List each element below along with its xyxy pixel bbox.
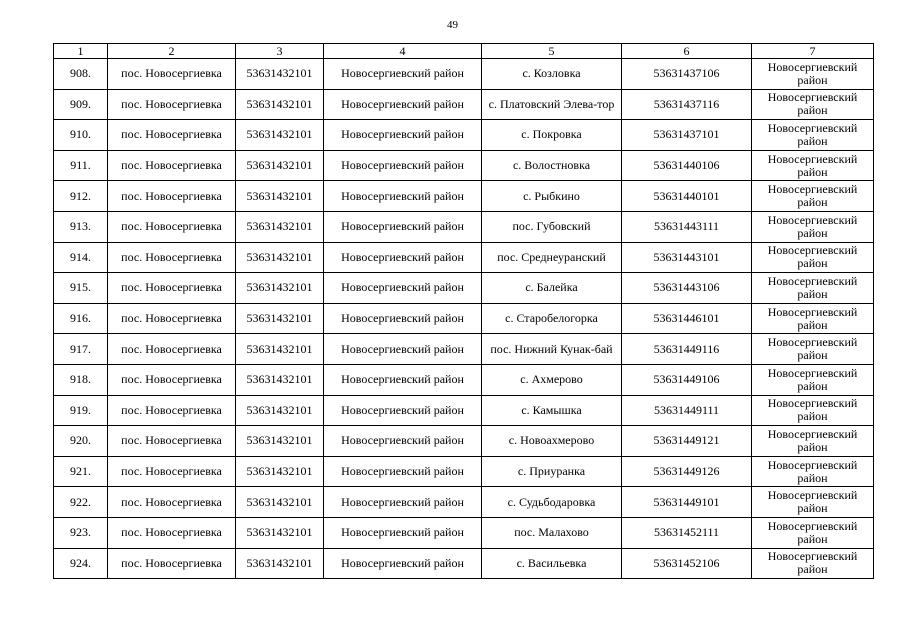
column-header: 4 <box>324 44 482 59</box>
row-number-cell: 915. <box>54 273 108 304</box>
settlement-district-cell: Новосергиевский район <box>752 517 874 548</box>
table-row <box>54 211 874 242</box>
row-number-cell: 912. <box>54 181 108 212</box>
settlement-name-cell: с. Новоахмерово <box>482 426 622 457</box>
row-number-cell: 913. <box>54 211 108 242</box>
settlement-oktmo-cell: 53631443111 <box>622 211 752 242</box>
column-header: 1 <box>54 44 108 59</box>
settlement-oktmo-cell: 53631452106 <box>622 548 752 579</box>
settlement-name-cell: с. Старобелогорка <box>482 303 622 334</box>
district-name-cell: Новосергиевский район <box>324 242 482 273</box>
district-name-cell: Новосергиевский район <box>324 150 482 181</box>
center-oktmo-cell: 53631432101 <box>236 211 324 242</box>
settlement-name-cell: с. Платовский Элева-тор <box>482 89 622 120</box>
district-name-cell: Новосергиевский район <box>324 548 482 579</box>
settlement-name-cell: с. Приуранка <box>482 456 622 487</box>
center-settlement-cell: пос. Новосергиевка <box>108 517 236 548</box>
center-settlement-cell: пос. Новосергиевка <box>108 334 236 365</box>
column-header: 5 <box>482 44 622 59</box>
row-number-cell: 909. <box>54 89 108 120</box>
center-oktmo-cell: 53631432101 <box>236 548 324 579</box>
center-settlement-cell: пос. Новосергиевка <box>108 273 236 304</box>
settlements-table <box>53 43 874 579</box>
row-number-cell: 921. <box>54 456 108 487</box>
settlement-district-cell: Новосергиевский район <box>752 211 874 242</box>
settlement-oktmo-cell: 53631443106 <box>622 273 752 304</box>
row-number-cell: 914. <box>54 242 108 273</box>
center-settlement-cell: пос. Новосергиевка <box>108 120 236 151</box>
center-oktmo-cell: 53631432101 <box>236 120 324 151</box>
center-settlement-cell: пос. Новосергиевка <box>108 211 236 242</box>
center-oktmo-cell: 53631432101 <box>236 395 324 426</box>
district-name-cell: Новосергиевский район <box>324 59 482 90</box>
district-name-cell: Новосергиевский район <box>324 364 482 395</box>
settlement-oktmo-cell: 53631446101 <box>622 303 752 334</box>
center-settlement-cell: пос. Новосергиевка <box>108 395 236 426</box>
row-number-cell: 923. <box>54 517 108 548</box>
center-oktmo-cell: 53631432101 <box>236 59 324 90</box>
center-settlement-cell: пос. Новосергиевка <box>108 456 236 487</box>
row-number-cell: 924. <box>54 548 108 579</box>
table-row <box>54 456 874 487</box>
center-oktmo-cell: 53631432101 <box>236 181 324 212</box>
table-row <box>54 242 874 273</box>
center-oktmo-cell: 53631432101 <box>236 303 324 334</box>
table-row <box>54 426 874 457</box>
row-number-cell: 920. <box>54 426 108 457</box>
center-settlement-cell: пос. Новосергиевка <box>108 59 236 90</box>
settlement-name-cell: пос. Малахово <box>482 517 622 548</box>
center-oktmo-cell: 53631432101 <box>236 487 324 518</box>
settlement-name-cell: пос. Среднеуранский <box>482 242 622 273</box>
row-number-cell: 910. <box>54 120 108 151</box>
settlement-district-cell: Новосергиевский район <box>752 120 874 151</box>
settlement-name-cell: с. Васильевка <box>482 548 622 579</box>
settlement-oktmo-cell: 53631452111 <box>622 517 752 548</box>
row-number-cell: 918. <box>54 364 108 395</box>
settlement-name-cell: с. Покровка <box>482 120 622 151</box>
settlement-oktmo-cell: 53631437106 <box>622 59 752 90</box>
center-oktmo-cell: 53631432101 <box>236 456 324 487</box>
settlement-oktmo-cell: 53631437101 <box>622 120 752 151</box>
settlement-name-cell: пос. Нижний Кунак-бай <box>482 334 622 365</box>
table-row <box>54 487 874 518</box>
district-name-cell: Новосергиевский район <box>324 181 482 212</box>
row-number-cell: 919. <box>54 395 108 426</box>
center-settlement-cell: пос. Новосергиевка <box>108 426 236 457</box>
settlement-oktmo-cell: 53631437116 <box>622 89 752 120</box>
settlement-name-cell: с. Козловка <box>482 59 622 90</box>
district-name-cell: Новосергиевский район <box>324 487 482 518</box>
center-settlement-cell: пос. Новосергиевка <box>108 364 236 395</box>
settlement-district-cell: Новосергиевский район <box>752 59 874 90</box>
settlement-district-cell: Новосергиевский район <box>752 150 874 181</box>
table-row <box>54 273 874 304</box>
row-number-cell: 916. <box>54 303 108 334</box>
district-name-cell: Новосергиевский район <box>324 120 482 151</box>
settlement-name-cell: с. Судьбодаровка <box>482 487 622 518</box>
table-row <box>54 364 874 395</box>
settlement-district-cell: Новосергиевский район <box>752 242 874 273</box>
settlement-oktmo-cell: 53631443101 <box>622 242 752 273</box>
district-name-cell: Новосергиевский район <box>324 426 482 457</box>
table-body <box>54 59 874 579</box>
row-number-cell: 917. <box>54 334 108 365</box>
settlement-oktmo-cell: 53631449106 <box>622 364 752 395</box>
center-settlement-cell: пос. Новосергиевка <box>108 303 236 334</box>
column-header: 3 <box>236 44 324 59</box>
column-header: 2 <box>108 44 236 59</box>
district-name-cell: Новосергиевский район <box>324 334 482 365</box>
settlement-district-cell: Новосергиевский район <box>752 273 874 304</box>
district-name-cell: Новосергиевский район <box>324 273 482 304</box>
district-name-cell: Новосергиевский район <box>324 456 482 487</box>
center-settlement-cell: пос. Новосергиевка <box>108 89 236 120</box>
center-oktmo-cell: 53631432101 <box>236 273 324 304</box>
header-row <box>54 44 874 59</box>
center-settlement-cell: пос. Новосергиевка <box>108 150 236 181</box>
center-oktmo-cell: 53631432101 <box>236 364 324 395</box>
table-row <box>54 548 874 579</box>
center-oktmo-cell: 53631432101 <box>236 150 324 181</box>
row-number-cell: 922. <box>54 487 108 518</box>
settlement-district-cell: Новосергиевский район <box>752 334 874 365</box>
center-settlement-cell: пос. Новосергиевка <box>108 548 236 579</box>
column-header: 7 <box>752 44 874 59</box>
table-row <box>54 150 874 181</box>
table-row <box>54 89 874 120</box>
settlement-oktmo-cell: 53631449126 <box>622 456 752 487</box>
center-oktmo-cell: 53631432101 <box>236 517 324 548</box>
settlement-district-cell: Новосергиевский район <box>752 487 874 518</box>
settlement-district-cell: Новосергиевский район <box>752 181 874 212</box>
settlement-oktmo-cell: 53631449121 <box>622 426 752 457</box>
settlement-district-cell: Новосергиевский район <box>752 303 874 334</box>
row-number-cell: 911. <box>54 150 108 181</box>
settlement-name-cell: с. Рыбкино <box>482 181 622 212</box>
table-row <box>54 395 874 426</box>
settlement-name-cell: с. Ахмерово <box>482 364 622 395</box>
settlement-oktmo-cell: 53631449101 <box>622 487 752 518</box>
settlement-oktmo-cell: 53631449116 <box>622 334 752 365</box>
column-header: 6 <box>622 44 752 59</box>
district-name-cell: Новосергиевский район <box>324 89 482 120</box>
settlement-name-cell: с. Балейка <box>482 273 622 304</box>
settlement-oktmo-cell: 53631440106 <box>622 150 752 181</box>
center-oktmo-cell: 53631432101 <box>236 89 324 120</box>
settlement-district-cell: Новосергиевский район <box>752 426 874 457</box>
settlement-district-cell: Новосергиевский район <box>752 364 874 395</box>
table-row <box>54 303 874 334</box>
table-row <box>54 334 874 365</box>
table-row <box>54 181 874 212</box>
settlement-district-cell: Новосергиевский район <box>752 456 874 487</box>
center-oktmo-cell: 53631432101 <box>236 242 324 273</box>
table-row <box>54 59 874 90</box>
center-oktmo-cell: 53631432101 <box>236 426 324 457</box>
district-name-cell: Новосергиевский район <box>324 517 482 548</box>
district-name-cell: Новосергиевский район <box>324 211 482 242</box>
settlement-name-cell: пос. Губовский <box>482 211 622 242</box>
settlement-name-cell: с. Волостновка <box>482 150 622 181</box>
district-name-cell: Новосергиевский район <box>324 303 482 334</box>
settlement-name-cell: с. Камышка <box>482 395 622 426</box>
table-row <box>54 120 874 151</box>
settlement-district-cell: Новосергиевский район <box>752 89 874 120</box>
settlement-district-cell: Новосергиевский район <box>752 395 874 426</box>
table-row <box>54 517 874 548</box>
settlement-district-cell: Новосергиевский район <box>752 548 874 579</box>
page-number: 49 <box>447 19 458 31</box>
district-name-cell: Новосергиевский район <box>324 395 482 426</box>
row-number-cell: 908. <box>54 59 108 90</box>
center-oktmo-cell: 53631432101 <box>236 334 324 365</box>
center-settlement-cell: пос. Новосергиевка <box>108 242 236 273</box>
settlement-oktmo-cell: 53631440101 <box>622 181 752 212</box>
settlement-oktmo-cell: 53631449111 <box>622 395 752 426</box>
center-settlement-cell: пос. Новосергиевка <box>108 487 236 518</box>
center-settlement-cell: пос. Новосергиевка <box>108 181 236 212</box>
